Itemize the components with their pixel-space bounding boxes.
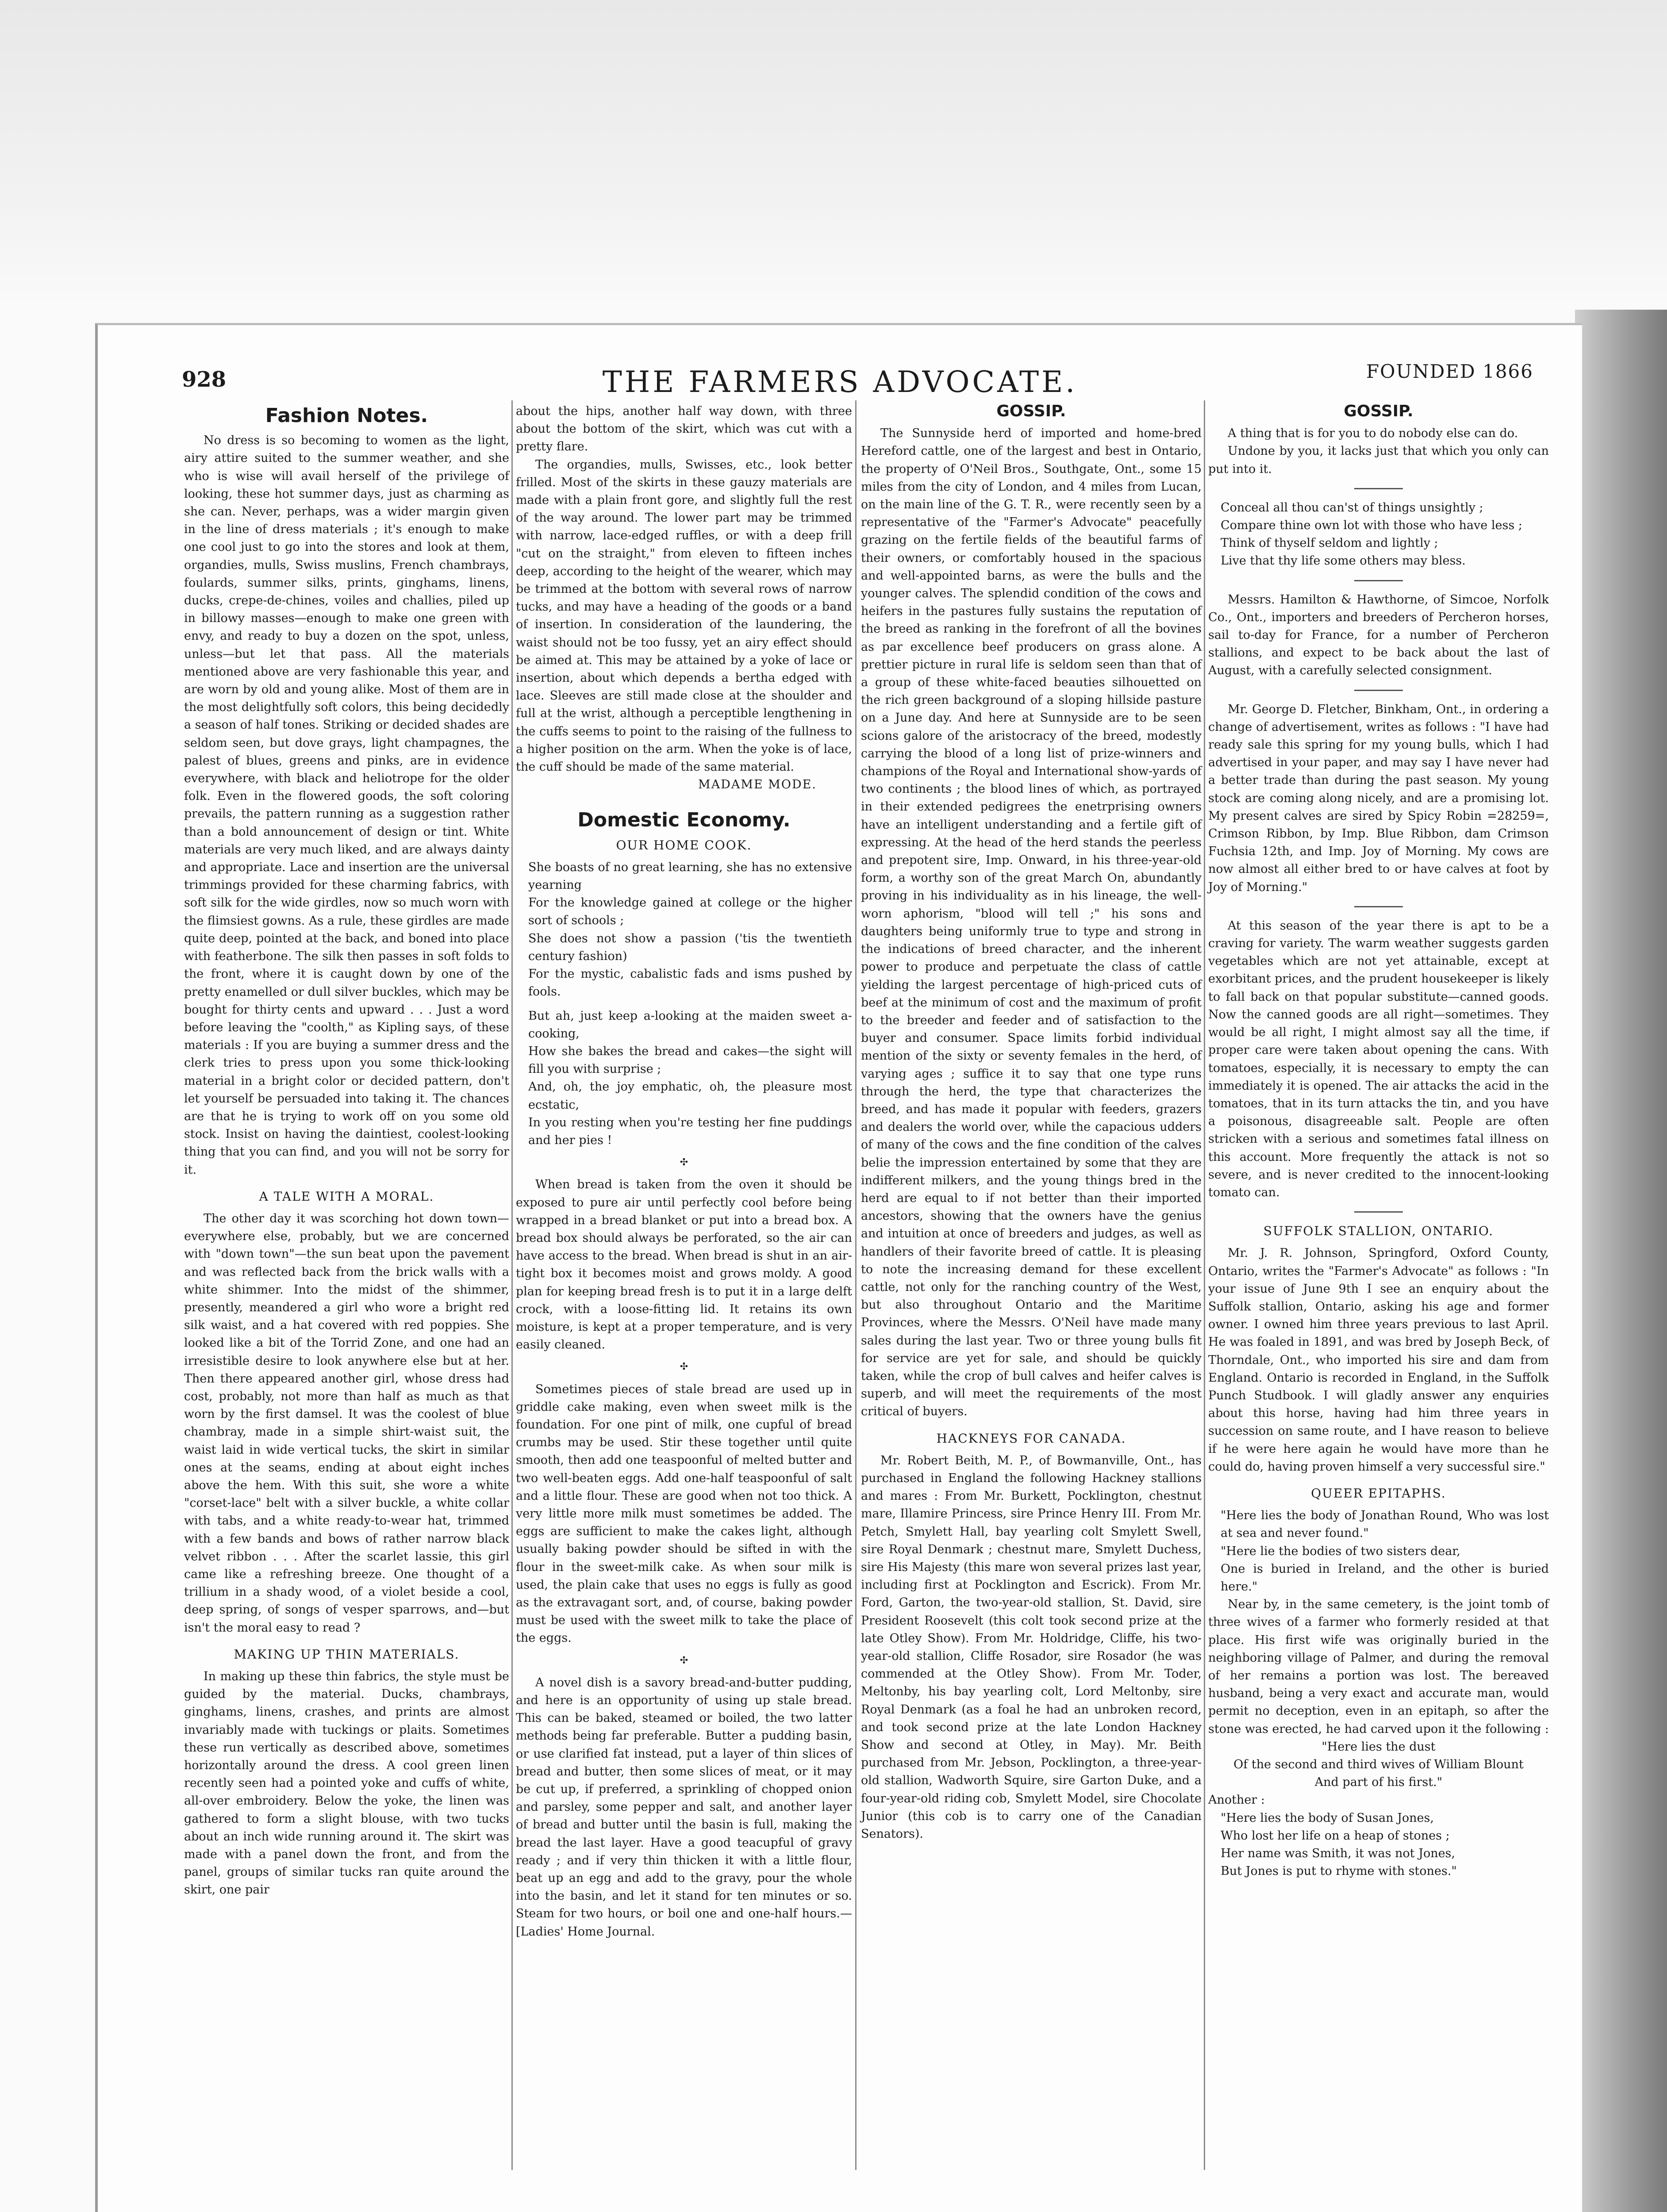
subheading-hackneys: HACKNEYS FOR CANADA. <box>936 1431 1126 1446</box>
article-paragraph: A thing that is for you to do nobody else can do. <box>1228 426 1518 441</box>
poem-line: And, oh, the joy emphatic, oh, the pleasure most ecstatic, <box>528 1080 852 1112</box>
poem-line: But ah, just keep a-looking at the maiden sweet a-cooking, <box>528 1009 852 1041</box>
poem-line: How she bakes the bread and cakes—the sight will fill you with surprise ; <box>528 1044 852 1076</box>
section-heading-gossip: GOSSIP. <box>996 402 1066 420</box>
section-heading-fashion: Fashion Notes. <box>265 404 428 427</box>
article-paragraph: Near by, in the same cemetery, is the joint tomb of three wives of a farmer who formerly resided at that place. His first wife was originally buried in the neighboring village of Palmer, and during the removal of her remains a portion was lost. The bereaved husband, being a very exact and accurate man, would permit no deception, even in an epitaph, so after the stone was erected, he had carved upon it the following : <box>1208 1598 1549 1736</box>
article-paragraph: Mr. J. R. Johnson, Springford, Oxford County, Ontario, writes the "Farmer's Advocate" as follows : "In your issue of June 9th I see an enquiry about the Suffolk stallion, Ontario, asking his age and former owner. I owned him three years previous to last April. He was foaled in 1891, and was bred by Joseph Beck, of Thorndale, Ont., who imported his sire and dam from England. Ontario is recorded in England, in the Suffolk Punch Studbook. I will gladly answer any enquiries about this horse, having had him three years in succession on same route, and I have reason to believe if he were here again he would have more than he could do, having proven himself a very successful sire." <box>1208 1246 1549 1474</box>
masthead <box>98 325 1582 399</box>
article-paragraph: In making up these thin fabrics, the style must be guided by the material. Ducks, chambrays, ginghams, linens, crashes, and prints are almost invariably made with tuckings or plaits. Sometimes these run vertically as described above, sometimes horizontally around the dress. A cool green linen recently seen had a pointed yoke and cuffs of white, all-over embroidery. Below the yoke, the linen was gathered to form a slight blouse, with two tucks about an inch wide running around it. The skirt was made with a panel down the front, and from the panel, groups of similar tucks ran quite around the skirt, one pair <box>184 1670 509 1897</box>
article-paragraph: When bread is taken from the oven it should be exposed to pure air until perfectly cool before being wrapped in a bread blanket or put into a bread box. A bread box should always be perforated, so the air can have access to the bread. When bread is shut in an air-tight box it becomes moist and grows moldy. A good plan for keeping bread fresh is to put it in a large delft crock, with a loose-fitting lid. It retains its own moisture, is kept at a proper temperature, and is very easily cleaned. <box>516 1178 852 1352</box>
article-paragraph: A novel dish is a savory bread-and-butter pudding, and here is an opportunity of using up stale bread. This can be baked, steamed or boiled, the two latter methods being far preferable. Butter a pudding basin, or use clarified fat instead, put a layer of thin slices of bread and butter, then some slices of meat, or it may be cut up, if preferred, a sprinkling of chopped onion and parsley, some pepper and salt, and another layer of bread and butter until the basin is full, making the bread the last layer. Have a good teacupful of gravy ready ; and if very thin thicken it with a little flour, beat up an egg and add to the gravy, pour the whole into the basin, and let it stand for ten minutes or so. Steam for two hours, or boil one and one-half hours.—[Ladies' Home Journal. <box>516 1675 852 1939</box>
subheading-tale: A TALE WITH A MORAL. <box>259 1189 434 1204</box>
epitaph-verse <box>1208 1507 1549 1596</box>
column-4 <box>1208 403 1549 1880</box>
article-paragraph: Mr. George D. Fletcher, Binkham, Ont., in ordering a change of advertisement, writes as follows : "I have had ready sale this spring for my young bulls, which I had advertised in your paper, and may say I have never had a better trade than during the past season. My young stock are coming along nicely, and are a promising lot. My present calves are sired by Spicy Robin =28259=, Crimson Ribbon, by Imp. Blue Ribbon, dam Crimson Fuchsia 12th, and Imp. Joy of Morning. My cows are now almost all either bred to or have calves at foot by Joy of Morning." <box>1208 702 1549 894</box>
newspaper-title: THE FARMERS ADVOCATE. <box>602 365 1078 399</box>
subheading-home-cook: OUR HOME COOK. <box>616 837 752 853</box>
poem-line: For the knowledge gained at college or the higher sort of schools ; <box>528 896 852 928</box>
poem-verse <box>516 859 852 1149</box>
epitaph-line: But Jones is put to rhyme with stones." <box>1221 1864 1457 1878</box>
article-paragraph: Messrs. Hamilton & Hawthorne, of Simcoe, Norfolk Co., Ont., importers and breeders of Percheron horses, sail to-day for France, for a number of Percheron stallions, and expect to be back about the last of August, with a carefully selected consignment. <box>1208 592 1549 678</box>
section-heading-gossip: GOSSIP. <box>1344 402 1413 420</box>
ornament-divider: ✣ <box>680 1655 688 1666</box>
column-rule <box>855 400 857 2170</box>
divider-rule <box>1354 906 1403 907</box>
ornament-divider: ✣ <box>680 1361 688 1373</box>
epitaph-line: One is buried in Ireland, and the other is buried here." <box>1221 1562 1549 1594</box>
byline-signature: MADAME MODE. <box>698 778 817 792</box>
epitaph-verse <box>1208 1809 1549 1881</box>
section-heading-domestic: Domestic Economy. <box>577 809 791 832</box>
epitaph-line: "Here lies the body of Susan Jones, <box>1221 1811 1434 1825</box>
subheading-epitaphs: QUEER EPITAPHS. <box>1311 1486 1446 1501</box>
article-paragraph: Undone by you, it lacks just that which you only can put into it. <box>1208 444 1549 476</box>
article-paragraph: Another : <box>1208 1793 1265 1807</box>
epitaph-line: "Here lie the bodies of two sisters dear, <box>1221 1544 1460 1558</box>
article-paragraph: No dress is so becoming to women as the light, airy attire suited to the summer weather, and she who is wise will avail herself of the privilege of looking, these hot summer days, just as charming as she can. Never, perhaps, was a wider margin given in the line of dress materials ; it's enough to make one cool just to go into the stores and look at them, organdies, mulls, Swiss muslins, French chambrays, foulards, summer silks, prints, ginghams, linens, ducks, crepe-de-chines, voiles and challies, piled up in billowy masses—enough to make one green with envy, and ready to buy a dozen on the spot, unless, unless—but let that pass. All the materials mentioned above are very fashionable this year, and are worn by old and young alike. Most of them are in the most delightfully soft colors, this being decidedly a season of half tones. Striking or decided shades are seldom seen, but dove grays, light champagnes, the palest of blues, greens and pinks, are in evidence everywhere, with black and heliotrope for the older folk. Even in the flowered goods, the soft coloring prevails, the pattern running as a suggestion rather than a bold announcement of design or tint. White materials are very much liked, and are always dainty and appropriate. Lace and insertion are the universal trimmings provided for these charming fabrics, with soft silk for the wide girdles, now so much worn with the flimsiest gowns. As a rule, these girdles are made quite deep, pointed at the back, and boned into place with featherbone. The silk then passes in soft folds to the front, where it is caught down by one of the pretty enamelled or dull silver buckles, which may be bought for thirty cents and upward . . . Just a word before leaving the "coolth," as Kipling says, of these materials : If you are buying a summer dress and the clerk tries to press upon you some thick-looking material in a bright color or decided pattern, don't let yourself be persuaded into taking it. The chances are that he is trying to work off on you some old stock. Insist on having the daintiest, coolest-looking thing that you can find, and you will not be sorry for it. <box>184 434 509 1177</box>
article-paragraph: The other day it was scorching hot down town—everywhere else, probably, but we are concerned with "down town"—the sun beat upon the pavement and was reflected back from the brick walls with a white shimmer. Into the midst of the shimmer, presently, meandered a girl who wore a bright red silk waist, and a hat covered with red poppies. She looked like a bit of the Torrid Zone, and one had an irresistible desire to look anywhere else but at her. Then there appeared another girl, whose dress had cost, probably, not more than half as much as that worn by the first damsel. It was the coolest of blue chambray, made in a simple shirt-waist suit, the waist laid in wide vertical tucks, the skirt in similar ones at the seams, ending at about eight inches above the hem. With this suit, she wore a white "corset-lace" belt with a silver buckle, a white collar with tabs, and a white ready-to-wear hat, trimmed with a few bands and bows of rather narrow black velvet ribbon . . . After the scarlet lassie, this girl came like a refreshing breeze. One thought of a trillium in a shady wood, of a violet beside a cool, deep spring, of songs of vesper sparrows, and—but isn't the moral easy to read ? <box>184 1211 509 1635</box>
epitaph-line: Her name was Smith, it was not Jones, <box>1221 1847 1456 1861</box>
epitaph-line: Who lost her life on a heap of stones ; <box>1221 1828 1450 1843</box>
epitaph-line: "Here lies the body of Jonathan Round, Who was lost at sea and never found." <box>1221 1509 1549 1540</box>
ornament-divider: ✣ <box>680 1157 688 1168</box>
divider-rule <box>1354 488 1403 489</box>
poem-line: Live that thy life some others may bless. <box>1221 554 1466 568</box>
epitaph-verse <box>1208 1738 1549 1792</box>
newspaper-page <box>95 323 1582 2212</box>
subheading-suffolk: SUFFOLK STALLION, ONTARIO. <box>1263 1224 1494 1239</box>
article-paragraph: about the hips, another half way down, with three about the bottom of the skirt, which was cut with a pretty flare. <box>516 404 852 454</box>
scan-top-margin <box>0 0 1667 310</box>
article-paragraph: At this season of the year there is apt to be a craving for variety. The warm weather suggests garden vegetables which are not yet attainable, except at exorbitant prices, and the prudent housekeeper is likely to fall back on that popular substitute—canned goods. Now the canned goods are all right—sometimes. They would be all right, I might almost say all the time, if proper care were taken about opening the cans. With tomatoes, especially, it is necessary to empty the can immediately it is opened. The air attacks the acid in the tomatoes, that in its turn attacks the tin, and you have a poisonous, disagreeable salt. People are often stricken with a serious and sometimes fatal illness on this account. More frequently the attack is not so severe, and is never credited to the innocent-looking tomato can. <box>1208 918 1549 1199</box>
divider-rule <box>1354 690 1403 691</box>
poem-line: Conceal all thou can'st of things unsightly ; <box>1221 500 1483 515</box>
scan-right-shadow <box>1575 310 1667 2212</box>
column-3 <box>861 403 1202 1843</box>
poem-line: She boasts of no great learning, she has no extensive yearning <box>528 860 852 892</box>
poem-line: Compare thine own lot with those who have less ; <box>1221 518 1522 533</box>
poem-line: Think of thyself seldom and lightly ; <box>1221 536 1438 550</box>
article-paragraph: Mr. Robert Beith, M. P., of Bowmanville, Ont., has purchased in England the following Hackney stallions and mares : From Mr. Burkett, Pocklington, chestnut mare, Illamire Princess, sire Prince Henry III. From Mr. Petch, Smylett Hall, bay yearling colt Smylett Swell, sire Royal Denmark ; chestnut mare, Smylett Duchess, sire His Majesty (this mare won several prizes last year, including first at Pocklington and Escrick). From Mr. Ford, Garton, the two-year-old stallion, St. David, sire President Roosevelt (this colt took second prize at the late Otley Show). From Mr. Holdridge, Cliffe, his two-year-old stallion, Cliffe Rosador, sire Rosador (he was commended at the Otley Show). From Mr. Toder, Meltonby, his bay yearling colt, Lord Meltonby, sire Royal Denmark (as a foal he had an unbroken record, and took second prize at the late London Hackney Show and second at Otley, in May). Mr. Beith purchased from Mr. Jebson, Pocklington, a three-year-old stallion, Wadworth Squire, sire Garton Duke, and a four-year-old riding cob, Smylett Model, sire Chocolate Junior (this cob is to carry one of the Canadian Senators). <box>861 1453 1202 1841</box>
poem-line: For the mystic, cabalistic fads and isms pushed by fools. <box>528 967 852 999</box>
page-number: 928 <box>182 367 227 392</box>
divider-rule <box>1354 580 1403 581</box>
poem-verse <box>1208 499 1549 570</box>
divider-rule <box>1354 1211 1403 1213</box>
article-paragraph: The organdies, mulls, Swisses, etc., look better frilled. Most of the skirts in these gauzy materials are made with a plain front gore, and slightly full the rest of the way around. The lower part may be trimmed with narrow, lace-edged ruffles, or with a deep frill "cut on the straight," from eleven to fifteen inches deep, according to the height of the wearer, which may be trimmed at the bottom with several rows of narrow tucks, and may have a heading of the goods or a band of insertion. In consideration of the laundering, the waist should not be too fussy, yet an airy effect should be aimed at. This may be attained by a yoke of lace or insertion, about which depends a bertha edged with lace. Sleeves are still made close at the shoulder and full at the wrist, although a perceptible lengthening in the cuffs seems to point to the raising of the fullness to a higher position on the arm. When the yoke is of lace, the cuff should be made of the same material. <box>516 457 852 774</box>
poem-line: In you resting when you're testing her fine puddings and her pies ! <box>528 1115 852 1147</box>
column-1 <box>184 403 509 1899</box>
article-paragraph: The Sunnyside herd of imported and home-bred Hereford cattle, one of the largest and best in Ontario, the property of O'Neil Bros., Southgate, Ont., some 15 miles from the city of London, and 4 miles from Lucan, on the main line of the G. T. R., were recently seen by a representative of the "Farmer's Advocate" peacefully grazing on the fertile fields of the beautiful farms of their owners, or comfortably housed in the spacious and well-appointed barns, as were the bulls and the younger calves. The splendid condition of the cows and heifers in the pastures fully sustains the reputation of the breed as ranking in the forefront of all the bovines as par excellence beef producers on grass alone. A prettier picture in rural life is seldom seen than that of a group of these white-faced beauties silhouetted on the rich green background of a sloping hillside pasture on a June day. And here at Sunnyside are to be seen scions galore of the aristocracy of the breed, modestly carrying the blood of a long list of prize-winners and champions of the Royal and International show-yards of two continents ; the blood lines of which, as portrayed in their extended pedigrees the enetrprising owners have an intelligent understanding and a fertile gift of expressing. At the head of the herd stands the peerless and prepotent sire, Imp. Onward, in his three-year-old form, a worthy son of the great March On, abundantly proving in his individuality as in his lineage, the well-worn aphorism, "blood will tell ;" his sons and daughters being uniformly true to type and strong in the indications of breed character, and the inherent power to produce and perpetuate the class of cattle yielding the largest percentage of high-priced cuts of beef at the minimum of cost and the maximum of profit to the breeder and feeder and of satisfaction to the buyer and consumer. Space limits forbid individual mention of the sixty or seventy females in the herd, of varying ages ; suffice it to say that one type runs through the herd, the type that characterizes the breed, and has made it popular with feeders, grazers and dealers the world over, while the capacious udders of many of the cows and the fine condition of the calves belie the impression entertained by some that they are indifferent milkers, and the young things bred in the herd are equal to if not better than their imported ancestors, showing that the owners have the genius and intuition at once of breeders and judges, as well as handlers of their favorite breed of cattle. It is pleasing to note the increasing demand for these excellent cattle, not only for the ranching country of the West, but also throughout Ontario and the Maritime Provinces, where the Messrs. O'Neil have made many sales during the last year. Two or three young bulls fit for service are yet for sale, and should be quickly taken, while the crop of bull calves and heifer calves is superb, and will meet the requirements of the most critical of buyers. <box>861 426 1202 1419</box>
article-paragraph: Sometimes pieces of stale bread are used up in griddle cake making, even when sweet milk is the foundation. For one pint of milk, one cupful of bread crumbs may be used. Stir these together until quite smooth, then add one teaspoonful of melted butter and two well-beaten eggs. Add one-half teaspoonful of salt and a little flour. These are good when not too thick. A very little more milk must sometimes be added. The eggs are sufficient to make the cakes light, although usually baking powder should be sifted in with the flour in the sweet-milk cake. As when sour milk is used, the plain cake that uses no eggs is fully as good as the extravagant sort, and, of course, baking powder must be used with the sweet milk to take the place of the eggs. <box>516 1382 852 1645</box>
column-rule <box>1204 400 1205 2170</box>
column-rule <box>511 400 513 2170</box>
epitaph-line: And part of his first." <box>1314 1775 1443 1790</box>
founded-note: FOUNDED 1866 <box>1366 361 1533 382</box>
column-2 <box>516 403 852 1941</box>
epitaph-line: "Here lies the dust <box>1321 1740 1436 1754</box>
epitaph-line: Of the second and third wives of William Blount <box>1233 1758 1524 1772</box>
subheading-thin-materials: MAKING UP THIN MATERIALS. <box>234 1647 460 1662</box>
poem-line: She does not show a passion ('tis the twentieth century fashion) <box>528 931 852 963</box>
